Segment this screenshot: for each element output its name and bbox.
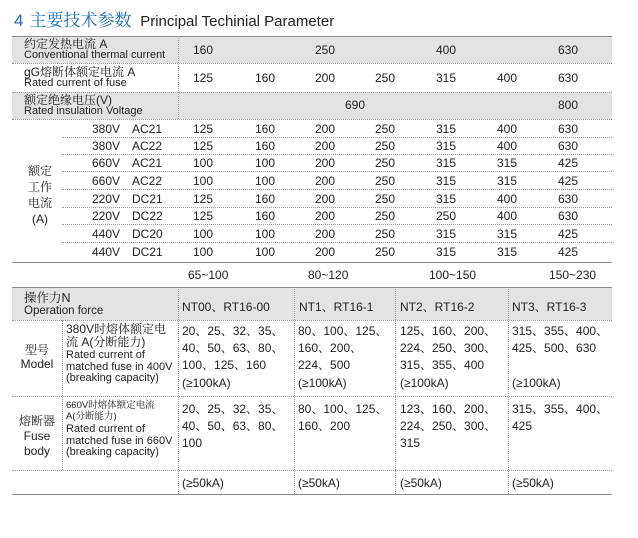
operating-current-value: 630	[558, 122, 579, 136]
operating-current-value: 100	[255, 227, 276, 241]
fuse-label	[24, 66, 135, 89]
fuse-body-capacity: (≥50kA)	[182, 476, 224, 490]
operating-voltage: 440V	[92, 227, 121, 241]
rule	[12, 494, 612, 495]
fuse-body-values: 20、25、32、35、40、50、63、80、100	[182, 402, 284, 450]
force-range: 150~230	[549, 268, 597, 282]
model-fuse-values: 80、100、125、160、200、224、500	[298, 324, 388, 372]
operating-current-value: 630	[558, 139, 579, 153]
utilization-category: AC22	[132, 139, 163, 153]
rule	[12, 396, 612, 397]
operating-current-value: 100	[255, 156, 276, 170]
fuse-body-description	[66, 400, 176, 459]
operating-current-value: 100	[193, 245, 214, 259]
operating-current-value: 250	[375, 209, 396, 223]
fuse-value: 200	[315, 71, 336, 85]
operating-current-value: 400	[497, 209, 518, 223]
force-range: 65~100	[188, 268, 229, 282]
rule	[12, 470, 612, 471]
operating-current-value: 200	[315, 209, 336, 223]
operating-current-value: 200	[315, 227, 336, 241]
model-label-en: Model	[20, 357, 54, 371]
operating-current-value: 200	[315, 245, 336, 259]
operating-current-value: 125	[193, 192, 214, 206]
fuse-label-cn: gG熔断体额定电流 A	[24, 65, 136, 79]
utilization-category: DC20	[132, 227, 163, 241]
operating-current-value: 200	[315, 156, 336, 170]
fuse-value: 315	[436, 71, 457, 85]
fuse-body-label-en: Fuse	[23, 429, 51, 443]
rated-current-label	[26, 163, 54, 227]
operating-current-value: 125	[193, 139, 214, 153]
fuse-label-en: Rated current of fuse	[24, 77, 127, 89]
force-range: 80~120	[308, 268, 349, 282]
operating-current-value: 315	[436, 156, 457, 170]
insulation-label-cn: 额定绝缘电压(V)	[24, 93, 112, 107]
column-divider	[62, 320, 63, 470]
operating-current-value: 400	[497, 192, 518, 206]
column-divider	[294, 287, 295, 494]
column-divider	[178, 36, 179, 119]
thermal-label-cn: 约定发热电流 A	[24, 37, 108, 51]
rule	[62, 207, 612, 208]
utilization-category: DC21	[132, 245, 163, 259]
rule	[12, 287, 612, 288]
fuse-body-capacity: (≥50kA)	[400, 476, 442, 490]
operating-current-value: 250	[375, 122, 396, 136]
operating-voltage: 660V	[92, 156, 121, 170]
operating-current-value: 125	[193, 209, 214, 223]
rule	[12, 320, 612, 321]
operating-voltage: 380V	[92, 139, 121, 153]
fuse-value: 250	[375, 71, 396, 85]
thermal-value: 250	[315, 43, 336, 57]
rule	[62, 154, 612, 155]
rule	[62, 137, 612, 138]
model-capacity: (≥100kA)	[400, 376, 449, 390]
operating-current-value: 315	[436, 245, 457, 259]
force-range: 100~150	[429, 268, 477, 282]
insulation-value: 800	[558, 98, 579, 112]
operating-current-value: 160	[255, 139, 276, 153]
rule	[62, 189, 612, 190]
operating-current-value: 315	[436, 139, 457, 153]
operating-current-value: 630	[558, 209, 579, 223]
rated-current-label-line: 工作	[27, 180, 52, 194]
operating-current-value: 400	[497, 139, 518, 153]
operating-current-value: 200	[315, 192, 336, 206]
fuse-value: 630	[558, 71, 579, 85]
model-fuse-values: 315、355、400、425、500、630	[512, 324, 609, 355]
model-fuse-values: 125、160、200、224、250、300、315、355、400	[400, 324, 497, 372]
model-header: NT1、RT16-1	[299, 300, 374, 314]
rule	[12, 119, 612, 120]
operating-current-value: 250	[375, 139, 396, 153]
rule	[62, 171, 612, 172]
fuse-body-desc-cn: 660V时熔体额定电流 A(分断能力)	[66, 400, 155, 422]
operating-current-value: 315	[436, 122, 457, 136]
fuse-body-values: 315、355、400、425	[512, 402, 609, 433]
operating-current-value: 315	[436, 192, 457, 206]
fuse-body-label-cn: 熔断器	[18, 414, 55, 428]
operating-current-value: 160	[255, 209, 276, 223]
fuse-value: 400	[497, 71, 518, 85]
rated-current-label-line: (A)	[32, 212, 48, 226]
operating-current-value: 200	[315, 122, 336, 136]
model-label-cn: 型号	[24, 343, 49, 357]
rated-current-label-line: 额定	[27, 164, 52, 178]
operating-current-value: 100	[193, 174, 214, 188]
model-description	[66, 323, 176, 385]
operating-current-value: 250	[436, 209, 457, 223]
title-cn: 主要技术参数	[29, 11, 132, 30]
rated-current-label-line: 电流	[27, 196, 52, 210]
model-header: NT2、RT16-2	[400, 300, 475, 314]
utilization-category: DC21	[132, 192, 163, 206]
fuse-body-values: 123、160、200、224、250、300、315	[400, 402, 497, 450]
rule	[62, 224, 612, 225]
utilization-category: AC22	[132, 174, 163, 188]
thermal-label	[24, 38, 165, 61]
force-label	[24, 291, 103, 318]
operating-current-value: 315	[497, 174, 518, 188]
operating-current-value: 315	[436, 227, 457, 241]
model-header: NT00、RT16-00	[182, 300, 270, 314]
operating-voltage: 660V	[92, 174, 121, 188]
operating-current-value: 250	[375, 156, 396, 170]
model-capacity: (≥100kA)	[182, 376, 231, 390]
operating-current-value: 425	[558, 174, 579, 188]
rule	[12, 262, 612, 263]
operating-current-value: 400	[497, 122, 518, 136]
model-capacity: (≥100kA)	[298, 376, 347, 390]
fuse-body-label	[14, 414, 60, 459]
operating-current-value: 250	[375, 245, 396, 259]
model-desc-cn: 380V时熔体额定电流 A(分断能力)	[66, 322, 167, 349]
model-label	[16, 343, 58, 371]
utilization-category: AC21	[132, 156, 163, 170]
operating-current-value: 250	[375, 192, 396, 206]
insulation-value: 690	[345, 98, 366, 112]
operating-current-value: 160	[255, 122, 276, 136]
operating-current-value: 200	[315, 174, 336, 188]
model-capacity: (≥100kA)	[512, 376, 561, 390]
operating-current-value: 125	[193, 122, 214, 136]
title-en: Principal Techinial Parameter	[140, 13, 335, 30]
operating-current-value: 315	[497, 227, 518, 241]
utilization-category: DC22	[132, 209, 163, 223]
operating-current-value: 315	[497, 245, 518, 259]
fuse-value: 125	[193, 71, 214, 85]
operating-current-value: 425	[558, 245, 579, 259]
column-divider	[395, 287, 396, 494]
operating-current-value: 315	[497, 156, 518, 170]
operating-voltage: 380V	[92, 122, 121, 136]
thermal-value: 400	[436, 43, 457, 57]
page-title	[14, 6, 334, 31]
column-divider	[178, 287, 179, 494]
utilization-category: AC21	[132, 122, 163, 136]
operating-current-value: 425	[558, 156, 579, 170]
insulation-label	[24, 94, 143, 117]
column-divider	[508, 287, 509, 494]
operating-current-value: 315	[436, 174, 457, 188]
fuse-body-capacity: (≥50kA)	[512, 476, 554, 490]
operating-voltage: 440V	[92, 245, 121, 259]
operating-current-value: 630	[558, 192, 579, 206]
operating-current-value: 250	[375, 174, 396, 188]
fuse-body-label-en: body	[23, 444, 51, 458]
operating-current-value: 100	[255, 174, 276, 188]
model-fuse-values: 20、25、32、35、40、50、63、80、100、125、160	[182, 324, 284, 372]
thermal-label-en: Conventional thermal current	[24, 49, 166, 61]
operating-current-value: 100	[193, 227, 214, 241]
operating-current-value: 425	[558, 227, 579, 241]
operating-current-value: 160	[255, 192, 276, 206]
operating-current-value: 100	[193, 156, 214, 170]
section-number: 4	[14, 11, 24, 30]
fuse-body-values: 80、100、125、160、200	[298, 402, 388, 433]
fuse-value: 160	[255, 71, 276, 85]
fuse-body-capacity: (≥50kA)	[298, 476, 340, 490]
operating-current-value: 250	[375, 227, 396, 241]
model-desc-en: Rated current of matched fuse in 400V (breaking capacity)	[66, 349, 173, 384]
rule	[62, 242, 612, 243]
thermal-value: 160	[193, 43, 214, 57]
insulation-label-en: Rated insulation Voltage	[24, 105, 143, 117]
force-label-cn: 操作力N	[24, 291, 71, 305]
operating-voltage: 220V	[92, 192, 121, 206]
operating-current-value: 200	[315, 139, 336, 153]
fuse-body-desc-en: Rated current of matched fuse in 660V (breaking capacity)	[66, 423, 173, 458]
operating-voltage: 220V	[92, 209, 121, 223]
rule	[12, 63, 612, 64]
operating-current-value: 100	[255, 245, 276, 259]
force-label-en: Operation force	[24, 305, 104, 317]
model-header: NT3、RT16-3	[512, 300, 587, 314]
thermal-value: 630	[558, 43, 579, 57]
